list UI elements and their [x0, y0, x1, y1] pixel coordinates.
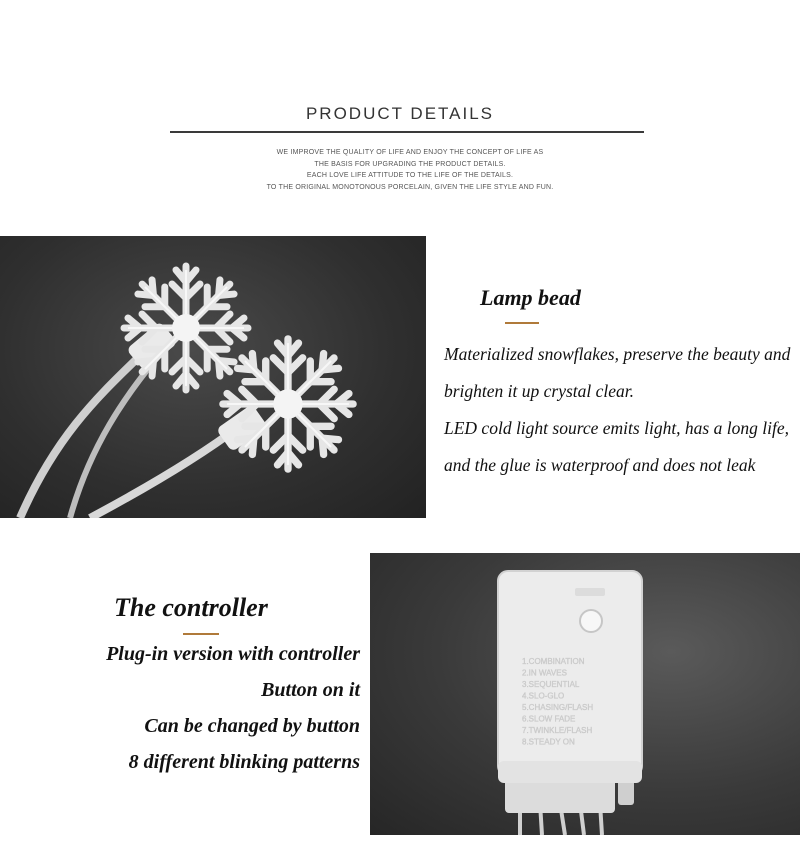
description-line: Plug-in version with controller — [106, 643, 360, 665]
controller-mode-label: 7.TWINKLE/FLASH — [522, 726, 593, 735]
description-line: Can be changed by button — [144, 715, 360, 737]
lamp-bead-title: Lamp bead — [480, 285, 581, 310]
controller-mode-label: 1.COMBINATION — [522, 657, 585, 666]
controller-title: The controller — [114, 593, 268, 622]
lamp-bead-divider — [505, 322, 539, 324]
controller-description — [106, 636, 360, 780]
description-line: Button on it — [261, 679, 360, 701]
controller-photo — [370, 553, 800, 835]
subtitle-line: THE BASIS FOR UPGRADING THE PRODUCT DETAILS. — [314, 160, 506, 168]
controller-mode-label: 8.STEADY ON — [522, 737, 575, 747]
header-subtitle — [0, 147, 800, 193]
description-line: brighten it up crystal clear. — [444, 381, 635, 401]
description-line: 8 different blinking patterns — [128, 751, 360, 773]
controller-mode-label: 4.SLO-GLO — [522, 691, 565, 701]
page-title: PRODUCT DETAILS — [305, 104, 495, 123]
subtitle-line: EACH LOVE LIFE ATTITUDE TO THE LIFE OF THE DETAILS. — [306, 172, 514, 179]
mode-button — [580, 610, 602, 632]
controller-mode-label: 2.IN WAVES — [522, 668, 567, 678]
description-line: Materialized snowflakes, preserve the beauty and — [444, 344, 791, 364]
lamp-bead-description — [444, 336, 800, 484]
description-line: LED cold light source emits light, has a long life, — [444, 418, 789, 438]
description-line: and the glue is waterproof and does not leak — [444, 455, 756, 475]
controller-divider — [183, 633, 219, 635]
snowflake-lights-photo — [0, 236, 426, 518]
controller-illustration — [370, 553, 800, 835]
controller-mode-label: 3.SEQUENTIAL — [522, 680, 580, 689]
subtitle-line: WE IMPROVE THE QUALITY OF LIFE AND ENJOY THE CONCEPT OF LIFE AS — [276, 149, 544, 156]
controller-mode-label: 5.CHASING/FLASH — [522, 703, 594, 712]
snowflake-illustration — [0, 236, 426, 518]
subtitle-line: TO THE ORIGINAL MONOTONOUS PORCELAIN, GIVEN THE LIFE STYLE AND FUN. — [266, 183, 554, 191]
controller-mode-label: 6.SLOW FADE — [522, 714, 576, 724]
title-divider — [170, 131, 644, 133]
